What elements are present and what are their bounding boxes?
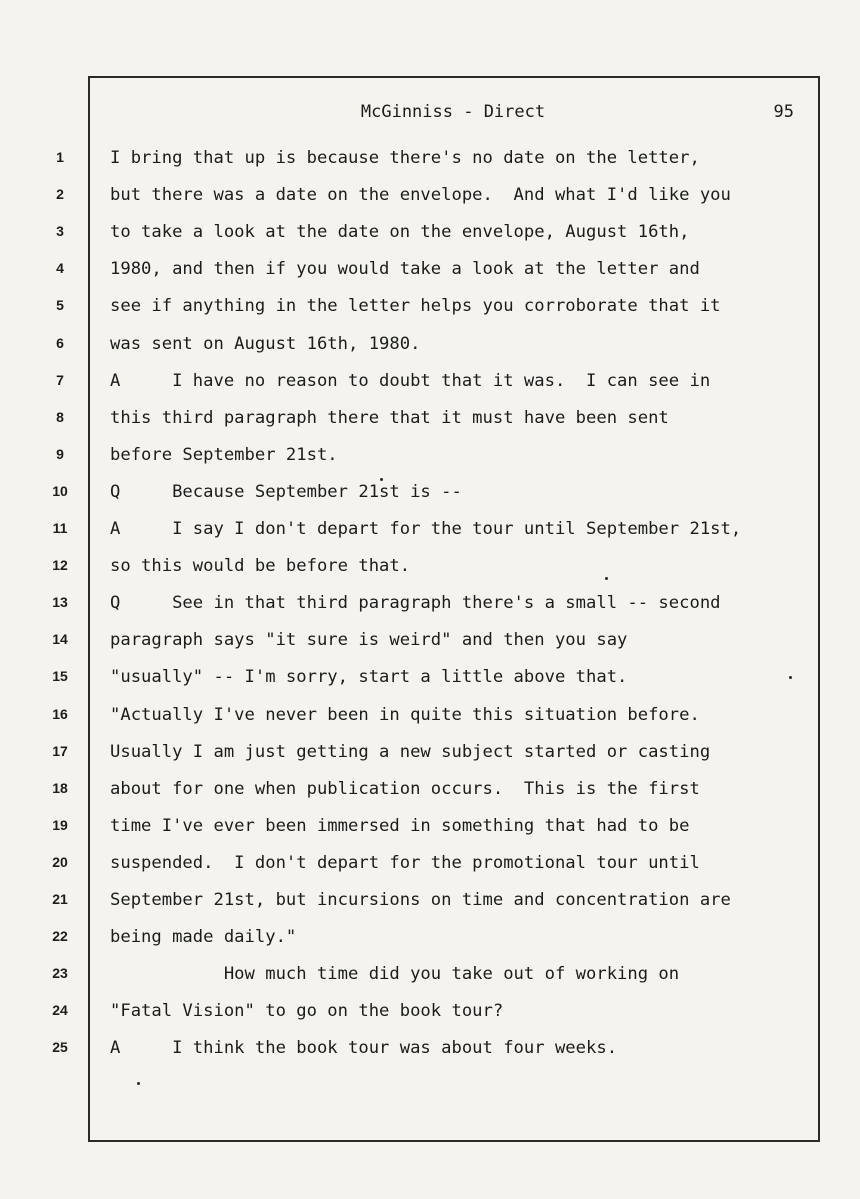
line-number: 19: [52, 817, 68, 833]
transcript-line: A I think the book tour was about four weeks.: [110, 1038, 618, 1058]
line-number: 10: [52, 483, 68, 499]
transcript-line: so this would be before that.: [110, 556, 411, 576]
line-number: 21: [52, 891, 68, 907]
line-number: 5: [56, 297, 64, 313]
transcript-line: "usually" -- I'm sorry, start a little above that.: [110, 667, 628, 687]
line-number: 22: [52, 928, 68, 944]
line-number: 8: [56, 409, 64, 425]
line-number: 24: [52, 1002, 68, 1018]
transcript-line: to take a look at the date on the envelope, August 16th,: [110, 222, 690, 242]
transcript-line: I bring that up is because there's no date on the letter,: [110, 148, 700, 168]
transcript-line: A I say I don't depart for the tour until September 21st,: [110, 519, 742, 539]
line-number: 14: [52, 631, 68, 647]
transcript-line: September 21st, but incursions on time and concentration are: [110, 890, 731, 910]
page-header: [88, 100, 818, 128]
transcript-line: How much time did you take out of working on: [110, 964, 680, 984]
transcript-line: 1980, and then if you would take a look at the letter and: [110, 259, 700, 279]
line-number: 11: [52, 520, 68, 536]
line-number: 16: [52, 706, 68, 722]
transcript-line: Usually I am just getting a new subject started or casting: [110, 742, 711, 762]
line-number: 23: [52, 965, 68, 981]
transcript-line: A I have no reason to doubt that it was. I can see in: [110, 371, 711, 391]
transcript-line: this third paragraph there that it must have been sent: [110, 408, 669, 428]
line-number: 7: [56, 372, 64, 388]
scan-speck: [789, 676, 792, 679]
transcript-line: "Actually I've never been in quite this situation before.: [110, 705, 700, 725]
header-title: McGinniss - Direct: [360, 102, 546, 122]
line-number: 6: [56, 335, 64, 351]
transcript-line: being made daily.": [110, 927, 297, 947]
line-number: 20: [52, 854, 68, 870]
transcript-line: paragraph says "it sure is weird" and then you say: [110, 630, 628, 650]
transcript-line: but there was a date on the envelope. And what I'd like you: [110, 185, 731, 205]
transcript-line: suspended. I don't depart for the promotional tour until: [110, 853, 700, 873]
line-number: 4: [56, 260, 64, 276]
transcript-line: "Fatal Vision" to go on the book tour?: [110, 1001, 504, 1021]
line-number: 12: [52, 557, 68, 573]
line-number: 15: [52, 668, 68, 684]
scan-speck: [137, 1082, 140, 1085]
line-number: 17: [52, 743, 68, 759]
transcript-line: time I've ever been immersed in something that had to be: [110, 816, 690, 836]
transcript-line: before September 21st.: [110, 445, 338, 465]
scan-speck: [605, 577, 608, 580]
line-number: 1: [56, 149, 64, 165]
transcript-line: see if anything in the letter helps you corroborate that it: [110, 296, 721, 316]
line-number: 9: [56, 446, 64, 462]
line-number: 25: [52, 1039, 68, 1055]
line-number: 18: [52, 780, 68, 796]
transcript-line: Q See in that third paragraph there's a small -- second: [110, 593, 721, 613]
scan-speck: [380, 478, 383, 481]
left-margin-rule: [88, 76, 90, 1140]
transcript-line: about for one when publication occurs. This is the first: [110, 779, 700, 799]
transcript-line: Q Because September 21st is --: [110, 482, 462, 502]
page-number: 95: [773, 102, 794, 122]
line-number: 3: [56, 223, 64, 239]
transcript-line: was sent on August 16th, 1980.: [110, 334, 421, 354]
line-number: 13: [52, 594, 68, 610]
line-number: 2: [56, 186, 64, 202]
